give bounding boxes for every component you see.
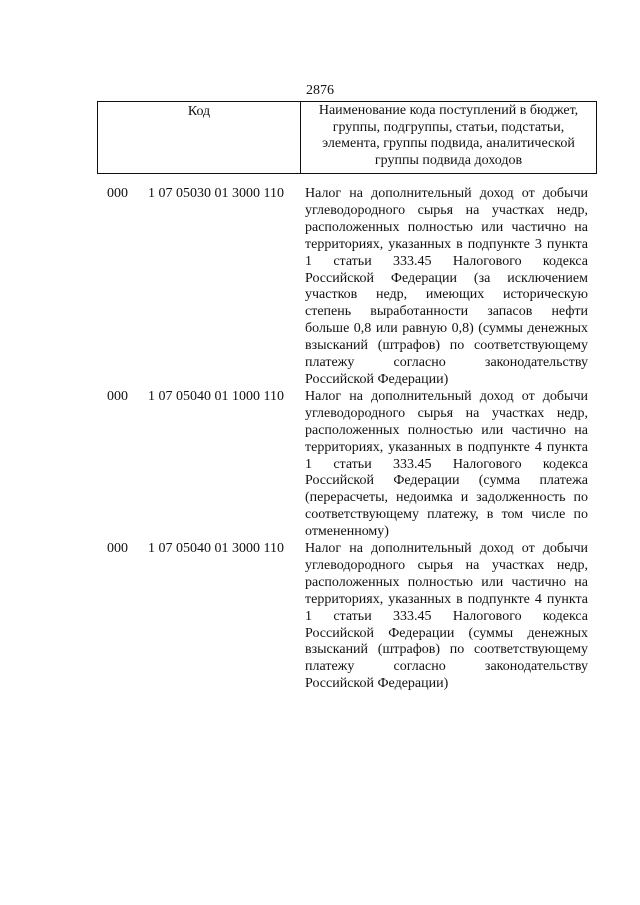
description-line: больше 0,8 или равную 0,8) (суммы денежных: [305, 321, 588, 337]
description-line: соответствующему платежу, в том числе по: [305, 507, 588, 523]
header-name-line: группы, подгруппы, статьи, подстатьи,: [332, 119, 565, 135]
description-line: Налог на дополнительный доход от добычи: [305, 541, 588, 557]
description-line: углеводородного сырья на участках недр,: [305, 202, 588, 218]
description-line: углеводородного сырья на участках недр,: [305, 405, 588, 421]
row-admin-code: 000: [107, 388, 128, 404]
header-name-line: группы подвида доходов: [374, 152, 523, 168]
table-body: [0, 186, 640, 693]
description-line: расположенных полностью или частично на: [305, 574, 588, 590]
table-header: [97, 101, 597, 174]
row-admin-code: 000: [107, 186, 128, 201]
description-line: территориях, указанных в подпункте 3 пункта: [305, 236, 588, 252]
description-line: платежу согласно законодательству: [305, 355, 588, 371]
description-line: углеводородного сырья на участках недр,: [305, 557, 588, 573]
description-line: взысканий (штрафов) по соответствующему: [305, 338, 588, 354]
header-name-column: [301, 102, 596, 173]
description-line: взысканий (штрафов) по соответствующему: [305, 642, 588, 658]
description-line: территориях, указанных в подпункте 4 пункта: [305, 591, 588, 607]
row-description: [305, 389, 588, 541]
description-line: степень выработанности запасов нефти: [305, 304, 588, 320]
description-line: участков недр, имеющих историческую: [305, 287, 588, 303]
description-line: 1 статьи 333.45 Налогового кодекса: [305, 608, 588, 624]
description-line: Российской Федерации): [305, 371, 449, 387]
table-row: [0, 389, 640, 541]
description-line: (перерасчеты, недоимка и задолженность по: [305, 490, 588, 506]
table-row: [0, 186, 640, 389]
row-admin-code: 000: [107, 541, 128, 557]
row-income-code: 1 07 05040 01 1000 110: [148, 388, 284, 404]
description-line: Российской Федерации (за исключением: [305, 270, 588, 286]
header-name-line: элемента, группы подвида, аналитической: [322, 136, 575, 151]
description-line: Налог на дополнительный доход от добычи: [305, 186, 588, 201]
row-income-code: 1 07 05040 01 3000 110: [148, 541, 284, 557]
description-line: Российской Федерации): [305, 676, 449, 692]
page-number: 2876: [306, 83, 334, 98]
description-line: отмененному): [305, 524, 389, 540]
description-line: расположенных полностью или частично на: [305, 219, 588, 235]
row-description: [305, 186, 588, 389]
description-line: Российской Федерации (суммы денежных: [305, 625, 588, 641]
description-line: 1 статьи 333.45 Налогового кодекса: [305, 253, 588, 269]
description-line: расположенных полностью или частично на: [305, 422, 588, 438]
header-code-column: Код: [98, 102, 301, 173]
header-name-line: Наименование кода поступлений в бюджет,: [318, 103, 579, 118]
table-row: [0, 541, 640, 693]
row-income-code: 1 07 05030 01 3000 110: [148, 186, 284, 201]
description-line: 1 статьи 333.45 Налогового кодекса: [305, 456, 588, 472]
row-description: [305, 541, 588, 693]
description-line: Российской Федерации (сумма платежа: [305, 473, 588, 489]
description-line: территориях, указанных в подпункте 4 пункта: [305, 439, 588, 455]
description-line: Налог на дополнительный доход от добычи: [305, 388, 588, 404]
description-line: платежу согласно законодательству: [305, 659, 588, 675]
